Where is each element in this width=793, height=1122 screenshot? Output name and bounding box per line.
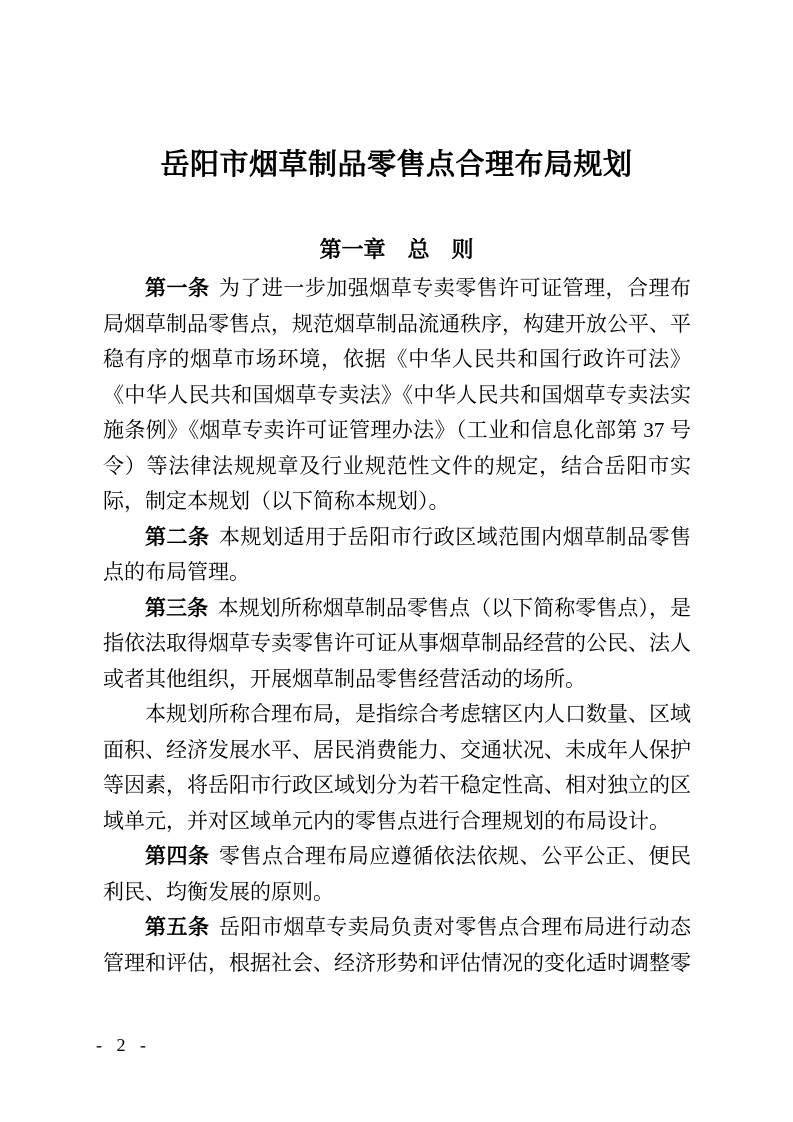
- paragraph: 第四条 零售点合理布局应遵循依法依规、公平公正、便民利民、均衡发展的原则。: [103, 844, 692, 904]
- paragraph: 本规划所称合理布局，是指综合考虑辖区内人口数量、区域面积、经济发展水平、居民消费能力、交通状况、未成年人保护等因素，将岳阳市行政区域划分为若干稳定性高、相对独立的区域单元，并对区域单元内的零售点进行合理规划的布局设计。: [103, 702, 691, 833]
- paragraph: 第三条 本规划所称烟草制品零售点（以下简称零售点），是指依法取得烟草专卖零售许可证从事烟草制品经营的公民、法人或者其他组织，开展烟草制品零售经营活动的场所。: [103, 595, 692, 691]
- article-label: 第五条: [145, 916, 210, 939]
- paragraph: 第二条 本规划适用于岳阳市行政区域范围内烟草制品零售点的布局管理。: [103, 524, 692, 584]
- document-title: 岳阳市烟草制品零售点合理布局规划: [160, 149, 633, 181]
- chapter-heading: 第一章 总 则: [319, 237, 474, 262]
- document-body: [103, 271, 691, 981]
- article-label: 第四条: [145, 845, 210, 868]
- paragraph: 第一条 为了进一步加强烟草专卖零售许可证管理，合理布局烟草制品零售点，规范烟草制品流通秩序，构建开放公平、平稳有序的烟草市场环境，依据《中华人民共和国行政许可法》《中华人民共和国烟草专卖法》《中华人民共和国烟草专卖法实施条例》《烟草专卖许可证管理办法》（工业和信息化部第 37 号令）等法律法规规章及行业规范性文件的规定，结合岳阳市实际，制定本规划（以下简称本规划）。: [103, 276, 692, 513]
- paragraph: 第五条 岳阳市烟草专卖局负责对零售点合理布局进行动态管理和评估，根据社会、经济形势和评估情况的变化适时调整零: [103, 915, 692, 975]
- article-label: 第一条: [145, 277, 210, 300]
- page-number: - 2 -: [96, 1035, 151, 1055]
- article-label: 第二条: [145, 525, 210, 549]
- article-label: 第三条: [145, 596, 209, 620]
